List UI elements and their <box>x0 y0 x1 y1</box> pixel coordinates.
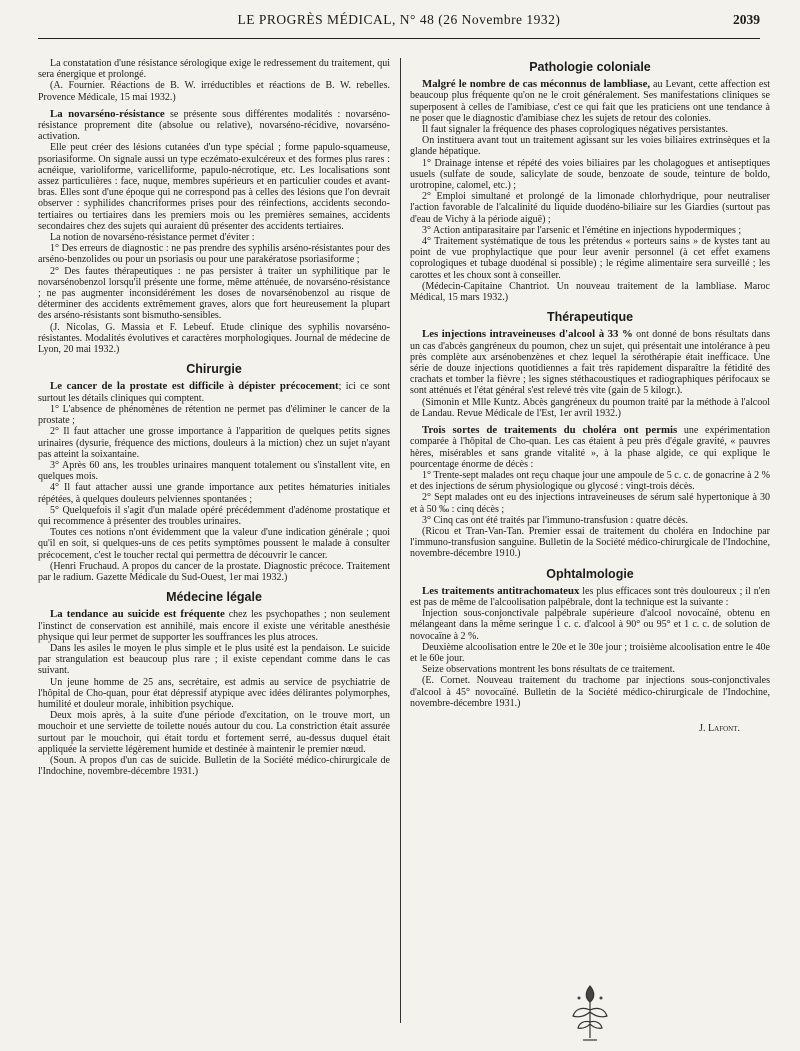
journal-title: LE PROGRÈS MÉDICAL, N° 48 (26 Novembre 1932) <box>237 12 561 27</box>
paragraph: 4° Il faut attacher aussi une grande importance aux petites hématuries initiales répétées, à quelques douleurs pelviennes spontanées ; <box>38 482 390 505</box>
citation: (J. Nicolas, G. Massia et F. Lebeuf. Etude clinique des syphilis novarséno-résistantes. Modalités évolutives et caractères morphologiques. Journal de médecine de Lyon, 20 mai 1932.) <box>38 321 390 356</box>
citation: (E. Cornet. Nouveau traitement du trachome par injections sous-conjonctivales d'alcool à 45° novocaïné. Bulletin de la Société médico-chirurgicale de l'Indochine, novembre-décembre 1931.) <box>410 675 770 709</box>
paragraph: Elle peut créer des lésions cutanées d'un type spécial ; forme papulo-squameuse, psoriasiforme. On signale aussi un type eczémato-exulcéreux et des formes plus rares : acnéique, varioliforme, varicelliforme, papulo-nécrotique, etc. Les localisations sont assez particulières : face, nuque, membres supérieurs et en particulier coudes et avant-bras. Elles sont d'une époque qui ne correspond pas à celles des lésions que l'on devrait observer : syphilides chancriformes prises pour des réinfections, accidents secondo-tertiaires ou tertiaires dans les premiers mois ou les premières semaines, accidents secondaires chez des sujets qui auraient dû présenter des accidents tertiaires. <box>38 142 390 232</box>
paragraph: 1° Des erreurs de diagnostic : ne pas prendre des syphilis arséno-résistantes pour des arséno-benzolides ou pour un psoriasis ou pour une parakératose psoriasiforme ; <box>38 243 390 266</box>
paragraph: 1° Trente-sept malades ont reçu chaque jour une ampoule de 5 c. c. de gonacrine à 2 % et des injections de sérum physiologique ou glycosé : vingt-trois décès. <box>410 469 770 493</box>
citation: (Henri Fruchaud. A propos du cancer de la prostate. Diagnostic précoce. Traitement par le radium. Gazette Médicale du Sud-Ouest, 1er mai 1932.) <box>38 560 390 583</box>
lead-phrase: La novarséno-résistance <box>50 107 165 120</box>
column-divider <box>400 58 401 1023</box>
paragraph: Deux mois après, à la suite d'une période d'excitation, on le trouve mort, un mouchoir et une serviette de toilette noués autour du cou. La constriction était assurée surtout par le mouchoir, qui était tordu et fortement serré, au-dessus duquel était appliquée la serviette légèrement humide et destinée à maintenir le premier nœud. <box>38 710 390 755</box>
section-title-pathologie-coloniale: Pathologie coloniale <box>529 60 651 74</box>
citation: (A. Fournier. Réactions de B. W. irréductibles et réactions de B. W. rebelles. Provence Médicale, 15 mai 1932.) <box>38 80 390 103</box>
section-title-therapeutique: Thérapeutique <box>546 310 634 325</box>
lead-phrase: La tendance au suicide est fréquente <box>50 608 225 621</box>
paragraph: Les traitements antitrachomateux les plus efficaces sont très douloureux ; il n'en est pas de même de l'alcoolisation palpébrale, dont la technique est la suivante : <box>410 584 770 608</box>
paragraph: Le cancer de la prostate est difficile à dépister précocement; ici ce sont surtout les détails cliniques qui comptent. <box>38 380 390 404</box>
paragraph: Les injections intraveineuses d'alcool à 33 % ont donné de bons résultats dans un cas d'abcès gangréneux du poumon, chez un sujet, qui présentait une intolérance à peu près complète aux arsénobenzènes et chez lequel la sérothérapie était inefficace. Une série de douze injections quotidiennes a fait très rapidement disparaître la fétidité des crachats et tomber la fièvre ; les signes stéthacoustiques et radiographiques périfocaux se sont atténués et l'état général s'est relevé très vite (gain de 5 kilogr.). <box>410 328 770 397</box>
paragraph: 1° Drainage intense et répété des voies biliaires par les cholagogues et antiseptiques usuels (sulfate de soude, salicylate de soude, benzoate de soude, teinture de boldo, urotropine, calomel, etc.) ; <box>410 157 770 192</box>
section-title-ophtalmologie: Ophtalmologie <box>546 566 634 581</box>
paragraph: 2° Emploi simultané et prolongé de la limonade chlorhydrique, pour neutraliser l'action favorable de l'alcalinité du liquide duodéno-biliaire sur les Giardies (surtout pas d'eau de Vichy à la période aiguë) ; <box>410 191 770 225</box>
paragraph: La novarséno-résistance se présente sous différentes modalités : novarséno-résistance proprement dite (absolue ou relative), novarséno-récidive, novarséno-activation. <box>38 107 390 143</box>
paragraph: Malgré le nombre de cas méconnus de lambliase, au Levant, cette affection est beaucoup plus fréquente qu'on ne le croit généralement. Ses manifestations cliniques se superposent à celles de l'amibiase, c'est ce qui fait que les praticiens ont une tendance à ne poser que le diagnostic d'amibiase chez les sujets de retour des colonies. <box>410 78 770 124</box>
paragraph: Dans les asiles le moyen le plus simple et le plus usité est la pendaison. Le suicide par strangulation est beaucoup plus rare ; il existe cependant comme dans le cas suivant. <box>38 642 390 677</box>
paragraph: Trois sortes de traitements du choléra ont permis une expérimentation comparée à l'hôpital de Cho-quan. Les cas étaient à peu près d'égale gravité, « pauvres hères, misérables et sans grande vitalité », à la phase algide, ce qui explique le pourcentage énorme de décès : <box>410 424 770 470</box>
paragraph: 4° Traitement systématique de tous les prétendus « porteurs sains » de kystes tant au point de vue prophylactique que pour leur avenir personnel (à cet effet examens coprologiques et tubage duodénal si possible) ; le régime alimentaire sera surveillé ; les carottes et les choux sont à conseiller. <box>410 236 770 281</box>
paragraph: Deuxième alcoolisation entre le 20e et le 30e jour ; troisième alcoolisation entre le 40e et le 60e jour. <box>410 641 770 664</box>
section-title-medecine-legale: Médecine légale <box>166 590 262 605</box>
paragraph: 3° Action antiparasitaire par l'arsenic et l'émétine en injections hypodermiques ; <box>422 224 742 236</box>
paragraph: 2° Des fautes thérapeutiques : ne pas persister à traiter un syphilitique par le novarsénobenzol lorsqu'il présente une forme, même atténuée, de novarséno-résistance ; ne pas augmenter inconsidérément les doses de novarsénobenzol au risque de déterminer des accidents extrêmement graves, alors que fort heureusement la plupart des arséno-résistants sont bismutho-sensibles. <box>38 265 390 322</box>
section-title-chirurgie: Chirurgie <box>186 362 242 377</box>
citation: (Simonin et Mlle Kuntz. Abcès gangréneux du poumon traité par la méthode à l'alcool de Landau. Revue Médicale de l'Est, 1er avril 1932.) <box>410 396 770 419</box>
paragraph: Il faut signaler la fréquence des phases coprologiques négatives persistantes. <box>422 124 729 136</box>
lead-phrase: Trois sortes de traitements du choléra ont permis <box>422 424 678 437</box>
paragraph: 2° Sept malades ont eu des injections intraveineuses de sérum salé hypertonique à 30 et à 50 ‰ : cinq décès ; <box>410 492 770 515</box>
lead-phrase: Les traitements antitrachomateux <box>422 584 580 597</box>
paragraph: Seize observations montrent les bons résultats de ce traitement. <box>422 664 675 676</box>
floral-ornament-icon <box>565 978 615 1048</box>
paragraph: La tendance au suicide est fréquente chez les psychopathes ; non seulement l'instinct de conservation est annihilé, mais encore il existe une véritable anesthésie physique qui leur permet de supporter les souffrances les plus atroces. <box>38 608 390 643</box>
author-signature: J. Lafont. <box>699 722 740 734</box>
paragraph: 2° Il faut attacher une grosse importance à l'apparition de quelques petits signes urinaires (dysurie, fréquence des mictions, douleurs à la miction) chez un sujet n'ayant pas atteint la soixantaine. <box>38 426 390 460</box>
right-column <box>410 58 770 1028</box>
paragraph: 1° L'absence de phénomènes de rétention ne permet pas d'éliminer le cancer de la prostate ; <box>38 403 390 427</box>
paragraph: Toutes ces notions n'ont évidemment que la valeur d'une indication générale ; quoi qu'il en soit, si quelques-uns de ces petits symptômes poussent le malade à consulter précocement, c'est le toucher rectal qui permettra de découvrir le cancer. <box>38 527 390 561</box>
left-column <box>38 58 390 1028</box>
citation: (Médecin-Capitaine Chantriot. Un nouveau traitement de la lambliase. Maroc Médical, 15 mars 1932.) <box>410 280 770 304</box>
citation: (Ricou et Tran-Van-Tan. Premier essai de traitement du choléra en Indochine par l'immuno-transfusion sanguine. Bulletin de la Société médico-chirurgicale de l'Indochine, novembre-décembre 1910.) <box>410 525 770 560</box>
citation: (Soun. A propos d'un cas de suicide. Bulletin de la Société médico-chirurgicale de l'Indochine, novembre-décembre 1931.) <box>38 754 390 778</box>
page-header <box>38 8 760 39</box>
paragraph: Un jeune homme de 25 ans, secrétaire, est admis au service de psychiatrie de l'hôpital de Cho-quan, pour état dépressif atypique avec idées délirantes polymorphes, humilité et douleur morale, inhibition psychique. <box>38 676 390 710</box>
paragraph: La notion de novarséno-résistance permet d'éviter : <box>50 232 255 244</box>
paragraph: 3° Cinq cas ont été traités par l'immuno-transfusion : quatre décès. <box>422 514 689 526</box>
lead-phrase: Les injections intraveineuses d'alcool à 33 % <box>422 328 633 341</box>
paragraph: 3° Après 60 ans, les troubles urinaires manquent totalement ou s'installent vite, en quelques mois. <box>38 459 390 483</box>
paragraph: 5° Quelquefois il s'agit d'un malade opéré précédemment d'adénome prostatique et qui recommence à présenter des troubles urinaires. <box>38 504 390 527</box>
paragraph: On instituera avant tout un traitement agissant sur les voies biliaires extrinsèques et la glande hépatique. <box>410 135 770 158</box>
lead-phrase: Le cancer de la prostate est difficile à dépister précocement <box>50 380 339 393</box>
page-number: 2039 <box>733 12 760 27</box>
paragraph: Injection sous-conjonctivale palpébrale supérieure d'alcool novocaïné, obtenu en mélangeant dans la même seringue 1 c. c. d'alcool à 90° ou 95° et 1 c. c. de solution de novocaïne à 2 %. <box>410 608 770 642</box>
lead-phrase: Malgré le nombre de cas méconnus de lambliase, <box>422 78 651 91</box>
paragraph: La constatation d'une résistance sérologique exige le redressement du traitement, qui sera énergique et prolongé. <box>38 58 390 81</box>
